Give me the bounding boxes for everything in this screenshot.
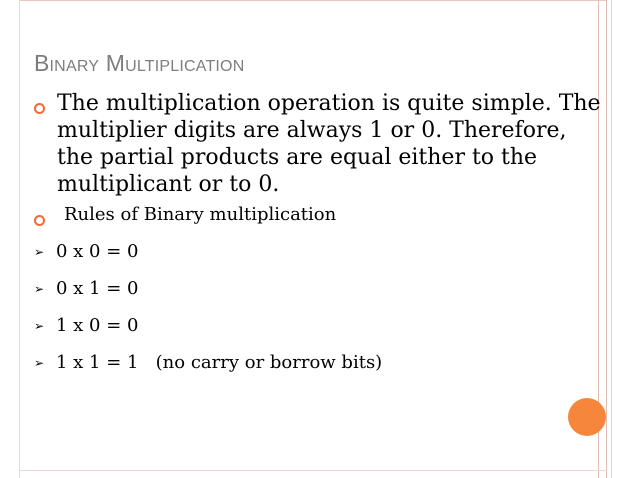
rule-item <box>34 241 604 263</box>
intro-paragraph: The multiplication operation is quite simple. The multiplier digits are always 1 or 0. Therefore, the partial products are equal either to the multiplicant or to 0. <box>57 91 601 197</box>
bullet-item-intro <box>34 90 604 198</box>
frame-top-border <box>19 0 607 1</box>
slide-content <box>34 90 604 374</box>
slide-title: Binary Multiplication <box>34 50 245 76</box>
rule-item <box>34 352 604 374</box>
decorative-circle <box>568 398 606 436</box>
rule-text: 0 x 0 = 0 <box>56 241 139 262</box>
arrow-right-icon: ➢ <box>34 319 45 333</box>
frame-left-border <box>19 0 20 478</box>
hollow-circle-bullet-icon <box>34 99 45 118</box>
rules-heading: Rules of Binary multiplication <box>64 204 337 225</box>
frame-right-border <box>606 0 607 478</box>
hollow-circle-bullet-icon <box>34 211 45 230</box>
rule-item <box>34 315 604 337</box>
arrow-right-icon: ➢ <box>34 282 45 296</box>
bullet-item-rules-heading <box>34 204 604 226</box>
rule-text: 1 x 1 = 1 (no carry or borrow bits) <box>56 352 383 373</box>
rule-text: 0 x 1 = 0 <box>56 278 139 299</box>
arrow-right-icon: ➢ <box>34 356 45 370</box>
frame-right-border <box>611 0 612 478</box>
frame-bottom-border <box>19 470 607 471</box>
arrow-right-icon: ➢ <box>34 245 45 259</box>
rule-item <box>34 278 604 300</box>
rule-text: 1 x 0 = 0 <box>56 315 139 336</box>
